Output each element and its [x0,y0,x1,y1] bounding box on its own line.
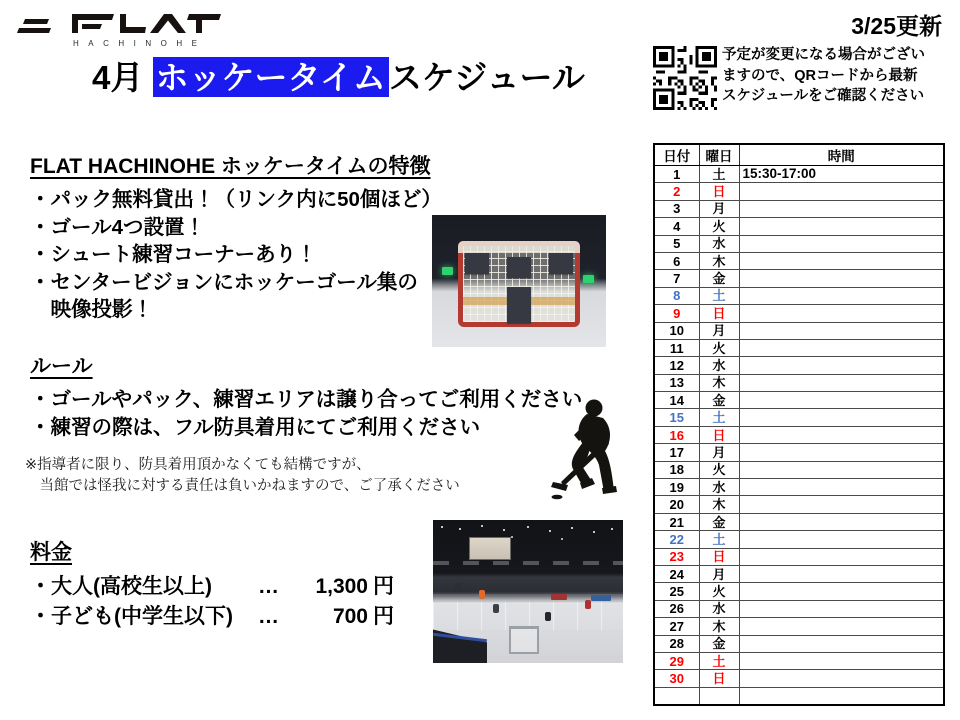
ceiling-lights [441,526,443,528]
weekday-cell: 木 [699,252,739,269]
table-row [654,670,944,687]
time-cell [739,339,944,356]
text-line: ますので、QRコードから最新 [722,67,918,84]
exit-sign-icon [442,267,453,275]
table-row [654,479,944,496]
date-cell: 27 [654,618,699,635]
date-cell: 10 [654,322,699,339]
date-cell: 3 [654,200,699,217]
table-row [654,235,944,252]
date-cell: 9 [654,305,699,322]
time-cell [739,409,944,426]
time-cell [739,513,944,530]
weekday-cell: 日 [699,548,739,565]
table-row [654,339,944,356]
date-cell: 25 [654,583,699,600]
weekday-cell: 日 [699,426,739,443]
time-cell [739,600,944,617]
time-cell [739,357,944,374]
table-row [654,513,944,530]
date-cell: 14 [654,392,699,409]
date-cell: 22 [654,531,699,548]
time-cell: 15:30-17:00 [739,166,944,183]
features-heading: FLAT HACHINOHE ホッケータイムの特徴 [30,155,431,178]
date-cell: 20 [654,496,699,513]
table-row [654,531,944,548]
weekday-cell: 月 [699,444,739,461]
weekday-cell: 土 [699,652,739,669]
flat-logo-icon [10,6,222,50]
weekday-cell: 水 [699,600,739,617]
time-cell [739,479,944,496]
time-cell [739,322,944,339]
date-cell: 6 [654,252,699,269]
table-row [654,166,944,183]
text-line: 映像投影！ [30,298,153,321]
time-cell [739,652,944,669]
date-cell: 30 [654,670,699,687]
table-row [654,565,944,582]
table-row [654,409,944,426]
weekday-cell: 火 [699,218,739,235]
date-cell: 19 [654,479,699,496]
weekday-cell: 木 [699,374,739,391]
time-cell [739,670,944,687]
date-cell: 12 [654,357,699,374]
text-line: スケジュールをご確認ください [722,88,925,104]
ice-rink-arena-photo [433,520,623,663]
logo-sub-text: HACHINOHE [73,39,207,48]
weekday-cell: 金 [699,635,739,652]
fee-dots: … [258,605,279,628]
date-cell: 8 [654,287,699,304]
fee-label: ・子ども(中学生以下) [30,605,233,628]
weekday-cell: 土 [699,409,739,426]
table-row [654,270,944,287]
time-cell [739,200,944,217]
fees-heading: 料金 [30,541,72,564]
fee-label: ・大人(高校生以上) [30,575,212,598]
time-cell [739,252,944,269]
date-cell: 24 [654,565,699,582]
qr-note [722,45,944,107]
table-row [654,635,944,652]
text-line: 当館では怪我に対する責任は負いかねますので、ご了承ください [25,478,460,494]
weekday-cell: 金 [699,513,739,530]
weekday-cell: 水 [699,357,739,374]
table-row [654,392,944,409]
table-row [654,322,944,339]
text-line: ・パック無料貸出！（リンク内に50個ほど） [30,188,442,211]
table-row [654,374,944,391]
table-row [654,252,944,269]
updated-date: 3/25更新 [851,13,942,39]
page-title [92,52,585,99]
weekday-cell: 水 [699,479,739,496]
table-row [654,618,944,635]
date-column-header: 日付 [654,144,699,166]
schedule-table [653,143,945,706]
weekday-cell: 月 [699,322,739,339]
rules-note-lines [25,455,585,497]
table-row [654,600,944,617]
table-header-row [654,144,944,166]
table-row [654,183,944,200]
date-cell: 18 [654,461,699,478]
time-cell [739,426,944,443]
text-line: 予定が変更になる場合がござい [722,47,925,63]
fee-dots: … [258,575,279,598]
weekday-cell: 火 [699,339,739,356]
table-row [654,687,944,704]
time-cell [739,565,944,582]
date-cell: 1 [654,166,699,183]
weekday-cell: 日 [699,670,739,687]
date-cell [654,687,699,704]
date-cell: 4 [654,218,699,235]
text-line: ・練習の際は、フル防具着用にてご利用ください [30,415,481,439]
weekday-cell: 月 [699,200,739,217]
qr-note-lines [722,45,944,107]
shooting-target [465,253,489,274]
hockey-player-silhouette-icon [549,397,623,502]
time-cell [739,496,944,513]
qr-code [653,46,717,110]
time-cell [739,374,944,391]
fee-item [30,602,410,632]
time-cell [739,218,944,235]
table-row [654,548,944,565]
date-cell: 5 [654,235,699,252]
weekday-cell: 水 [699,235,739,252]
fees-list [30,572,410,632]
title-suffix: スケジュール [388,59,585,96]
date-cell: 17 [654,444,699,461]
date-cell: 7 [654,270,699,287]
table-row [654,200,944,217]
weekday-cell: 月 [699,565,739,582]
time-cell [739,583,944,600]
time-cell [739,392,944,409]
time-cell [739,183,944,200]
exit-sign-icon [583,275,594,283]
weekday-cell: 土 [699,287,739,304]
title-highlight: ホッケータイム [153,57,389,97]
title-prefix: 4月 [92,59,153,96]
time-cell [739,548,944,565]
table-row [654,287,944,304]
fees-section [30,536,410,632]
weekday-cell: 日 [699,305,739,322]
table-row [654,305,944,322]
shooting-target [507,307,531,323]
shooting-target [507,257,531,278]
weekday-cell: 火 [699,583,739,600]
table-row [654,652,944,669]
fee-amount: 700 [332,605,368,628]
hockey-goal-photo [432,215,606,347]
time-cell [739,635,944,652]
time-cell [739,270,944,287]
arena-brand-band [433,561,623,565]
center-vision-screen [469,537,511,560]
table-row [654,583,944,600]
date-cell: 29 [654,652,699,669]
weekday-cell: 火 [699,461,739,478]
text-line: ・シュート練習コーナーあり！ [30,243,317,266]
date-cell: 13 [654,374,699,391]
weekday-cell: 土 [699,166,739,183]
skater [493,604,499,613]
table-row [654,496,944,513]
fee-unit: 円 [373,605,394,628]
text-line: ※指導者に限り、防具着用頂かなくても結構ですが、 [25,457,371,473]
date-cell: 26 [654,600,699,617]
qr-code-svg [653,46,717,110]
table-row [654,218,944,235]
table-row [654,426,944,443]
weekday-cell: 金 [699,270,739,287]
date-cell: 23 [654,548,699,565]
rules-heading: ルール [30,355,93,378]
skater [455,583,461,592]
fee-amount: 1,300 [315,575,368,598]
shooting-target [549,253,573,274]
table-row [654,461,944,478]
fee-unit: 円 [373,575,394,598]
date-cell: 21 [654,513,699,530]
weekday-cell: 木 [699,496,739,513]
text-line: ・ゴール4つ設置！ [30,215,205,239]
time-cell [739,444,944,461]
flat-hachinohe-logo [10,6,222,50]
weekday-cell: 木 [699,618,739,635]
skater [545,612,551,621]
text-line: ・センタービジョンにホッケーゴール集の [30,270,418,294]
goal-net-top [458,241,580,253]
weekday-column-header: 曜日 [699,144,739,166]
date-cell: 11 [654,339,699,356]
board-ad [591,595,611,601]
fee-item [30,572,410,602]
shooting-target [507,287,531,308]
weekday-cell [699,687,739,704]
rules-note [25,455,585,497]
table-row [654,444,944,461]
time-cell [739,305,944,322]
table-row [654,357,944,374]
weekday-cell: 土 [699,531,739,548]
text-line: ・ゴールやパック、練習エリアは譲り合ってご利用ください [30,388,583,411]
board-ad [551,594,567,600]
skater [585,600,591,609]
time-cell [739,461,944,478]
time-cell [739,287,944,304]
schedule-table-body [654,166,944,705]
time-cell [739,235,944,252]
date-cell: 15 [654,409,699,426]
weekday-cell: 日 [699,183,739,200]
practice-goal [509,626,539,654]
date-cell: 28 [654,635,699,652]
skater [479,590,485,599]
date-cell: 2 [654,183,699,200]
date-cell: 16 [654,426,699,443]
time-column-header: 時間 [739,144,944,166]
time-cell [739,531,944,548]
time-cell [739,618,944,635]
weekday-cell: 金 [699,392,739,409]
time-cell [739,687,944,704]
